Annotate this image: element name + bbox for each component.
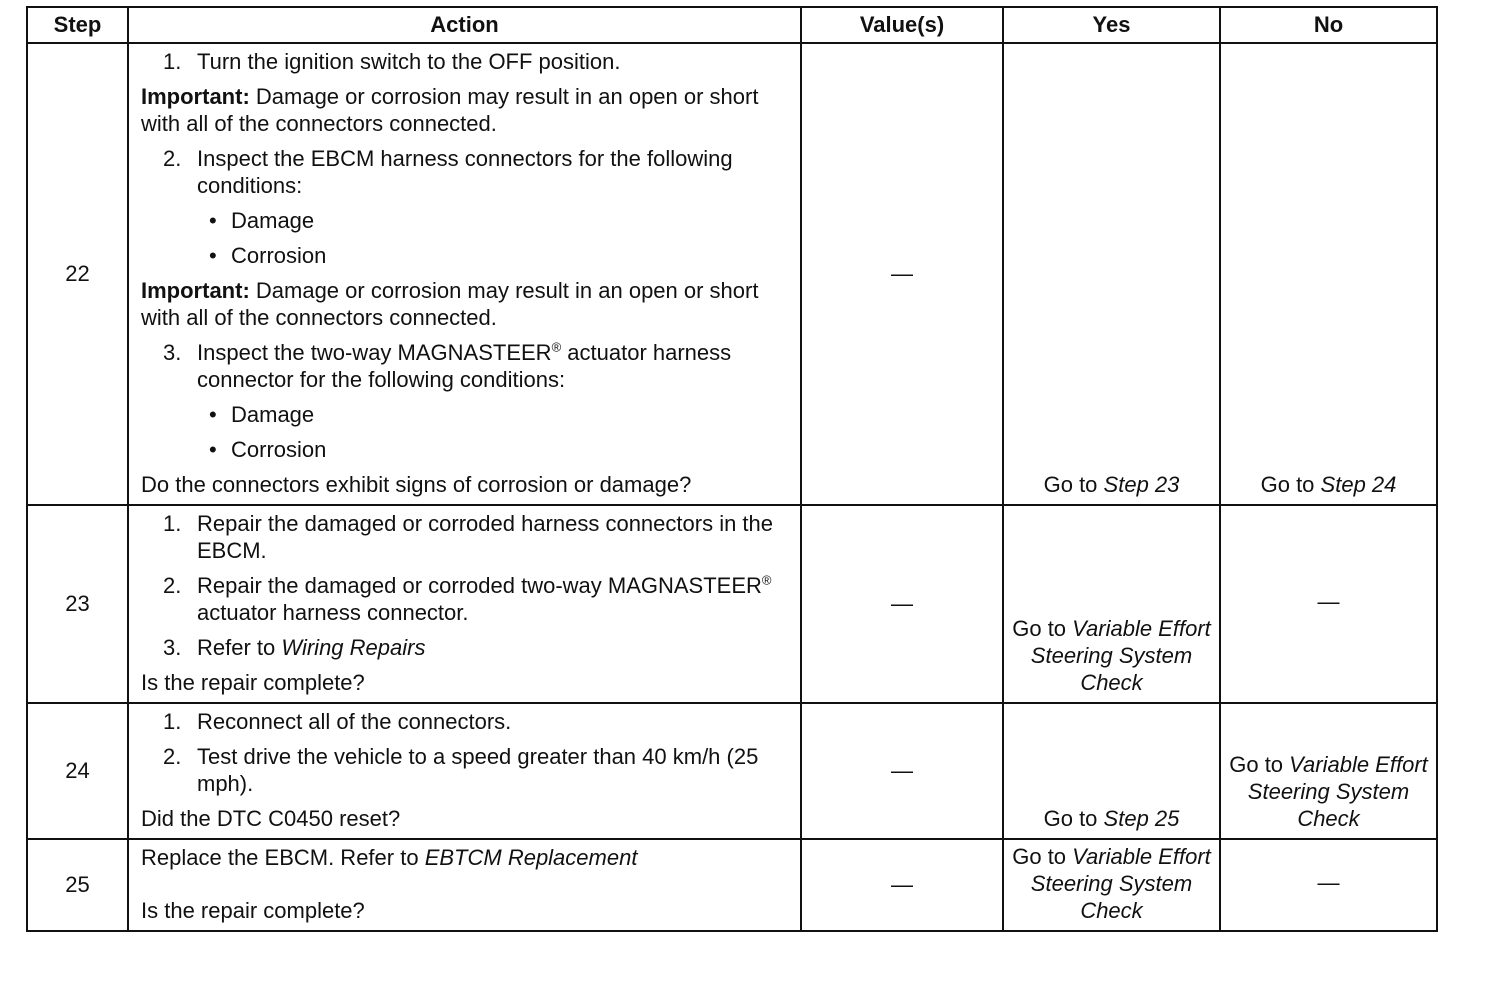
item-text-pre: Inspect the two-way MAGNASTEER	[197, 340, 552, 365]
reference-link[interactable]: Wiring Repairs	[281, 635, 426, 660]
item-text	[197, 572, 788, 626]
item-text-post: actuator harness connector.	[197, 600, 469, 625]
goto-text: Go to	[1043, 806, 1098, 831]
step-number: 22	[27, 43, 128, 505]
bullet-text: Damage	[231, 402, 315, 427]
no-cell: —	[1220, 505, 1437, 703]
action-item	[163, 510, 788, 564]
value-cell: —	[801, 505, 1003, 703]
item-number: 2.	[163, 146, 182, 171]
goto-text: Go to	[1012, 844, 1067, 869]
header-values: Value(s)	[801, 7, 1003, 43]
action-question: Is the repair complete?	[141, 670, 365, 695]
important-text: Damage or corrosion may result in an open or short with all of the connectors connected.	[141, 278, 759, 330]
bullet-text: Damage	[231, 208, 315, 233]
item-number: 1.	[163, 49, 182, 74]
action-cell	[128, 43, 801, 505]
no-cell	[1220, 43, 1437, 505]
diagnostic-table	[26, 6, 1438, 932]
no-cell: —	[1220, 839, 1437, 931]
goto-text: Go to	[1229, 752, 1284, 777]
item-text: Test drive the vehicle to a speed greater than 40 km/h (25 mph).	[197, 744, 759, 796]
item-text-pre: Repair the damaged or corroded two-way MAGNASTEER	[197, 573, 762, 598]
item-number: 1.	[163, 709, 182, 734]
action-question: Do the connectors exhibit signs of corrosion or damage?	[141, 472, 692, 497]
item-text: Reconnect all of the connectors.	[197, 709, 512, 734]
table-row-step-22	[27, 43, 1437, 505]
goto-link[interactable]: Step 23	[1103, 472, 1180, 497]
bullet-icon: •	[209, 243, 217, 268]
reference-link[interactable]: EBTCM Replacement	[424, 845, 638, 870]
goto-text: Go to	[1043, 472, 1098, 497]
item-number: 3.	[163, 635, 182, 660]
goto-link[interactable]: Step 25	[1103, 806, 1180, 831]
bullet-item	[209, 242, 788, 269]
goto-link[interactable]: Variable Effort Steering System Check	[1030, 844, 1211, 923]
bullet-icon: •	[209, 208, 217, 233]
bullet-text: Corrosion	[231, 437, 327, 462]
important-note	[141, 83, 788, 137]
action-item	[163, 572, 788, 626]
item-text: Turn the ignition switch to the OFF position.	[197, 49, 621, 74]
action-question: Is the repair complete?	[141, 898, 365, 923]
instruction-text: Replace the EBCM. Refer to	[141, 845, 419, 870]
no-cell	[1220, 703, 1437, 839]
header-yes: Yes	[1003, 7, 1220, 43]
important-text: Damage or corrosion may result in an open or short with all of the connectors connected.	[141, 84, 759, 136]
action-cell	[128, 505, 801, 703]
item-text	[197, 339, 788, 393]
important-label: Important:	[141, 278, 250, 303]
bullet-item	[209, 436, 788, 463]
header-no: No	[1220, 7, 1437, 43]
action-item	[163, 708, 788, 735]
action-cell	[128, 839, 801, 931]
bullet-icon: •	[209, 402, 217, 427]
goto-link[interactable]: Variable Effort Steering System Check	[1247, 752, 1428, 831]
step-number: 25	[27, 839, 128, 931]
step-number: 23	[27, 505, 128, 703]
header-step: Step	[27, 7, 128, 43]
bullet-text: Corrosion	[231, 243, 327, 268]
item-number: 2.	[163, 744, 182, 769]
table-row-step-24	[27, 703, 1437, 839]
table-row-step-25	[27, 839, 1437, 931]
action-question: Did the DTC C0450 reset?	[141, 806, 401, 831]
step-number: 24	[27, 703, 128, 839]
header-row	[27, 7, 1437, 43]
action-item	[163, 634, 788, 661]
bullet-icon: •	[209, 437, 217, 462]
item-number: 3.	[163, 340, 182, 365]
bullet-item	[209, 207, 788, 234]
value-cell: —	[801, 839, 1003, 931]
yes-cell	[1003, 839, 1220, 931]
action-item	[163, 48, 788, 75]
registered-mark: ®	[761, 572, 772, 588]
action-item	[163, 743, 788, 797]
important-note	[141, 277, 788, 331]
goto-text: Go to	[1260, 472, 1315, 497]
goto-link[interactable]: Step 24	[1320, 472, 1397, 497]
bullet-item	[209, 401, 788, 428]
item-text-pre: Refer to	[197, 635, 276, 660]
value-cell: —	[801, 703, 1003, 839]
action-item	[163, 145, 788, 199]
action-item	[163, 339, 788, 393]
value-cell: —	[801, 43, 1003, 505]
item-text: Repair the damaged or corroded harness connectors in the EBCM.	[197, 511, 774, 563]
action-cell	[128, 703, 801, 839]
registered-mark: ®	[551, 339, 562, 355]
item-text-post: actuator harness connector for the following conditions:	[197, 340, 732, 392]
action-instruction	[141, 844, 788, 871]
yes-cell	[1003, 43, 1220, 505]
header-action: Action	[128, 7, 801, 43]
goto-text: Go to	[1012, 616, 1067, 641]
item-text: Inspect the EBCM harness connectors for the following conditions:	[197, 146, 733, 198]
item-text	[197, 634, 788, 661]
yes-cell	[1003, 505, 1220, 703]
important-label: Important:	[141, 84, 250, 109]
yes-cell	[1003, 703, 1220, 839]
table-row-step-23	[27, 505, 1437, 703]
goto-link[interactable]: Variable Effort Steering System Check	[1030, 616, 1211, 695]
item-number: 1.	[163, 511, 182, 536]
item-number: 2.	[163, 573, 182, 598]
